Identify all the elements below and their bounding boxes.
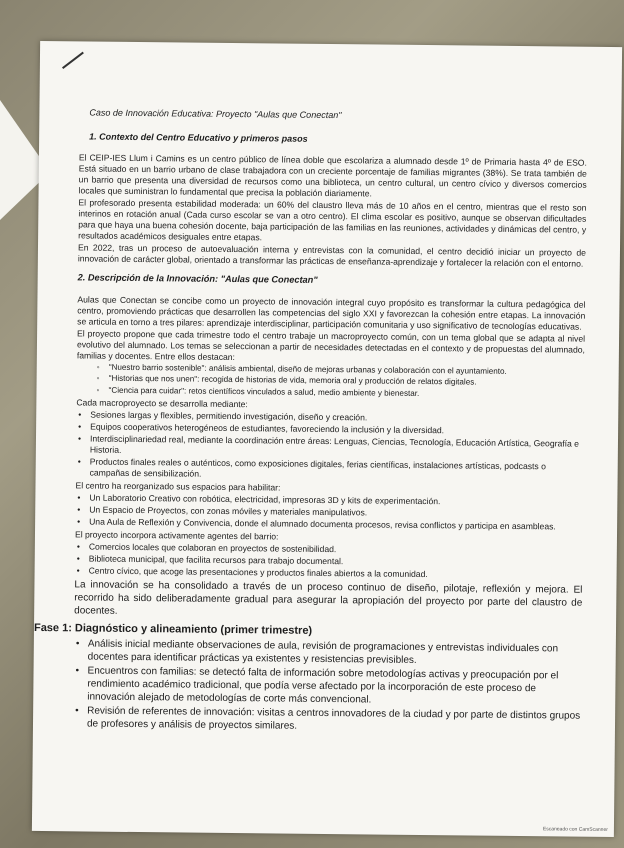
list-item: • Comercios locales que colaboran en proyectos de sostenibilidad. <box>75 541 583 557</box>
section2-heading: 2. Descripción de la Innovación: "Aulas que Conectan" <box>77 272 318 285</box>
spaces-list <box>75 492 583 532</box>
section2-paragraph: Cada macroproyecto se desarrolla mediante: <box>76 397 248 410</box>
list-item: • Una Aula de Reflexión y Convivencia, donde el alumnado documenta procesos, revisa conflictos y participa en asambleas. <box>75 516 583 532</box>
list-item: • Centro cívico, que acoge las presentaciones y productos finales abiertos a la comunidad. <box>75 565 583 581</box>
section1-paragraph: En 2022, tras un proceso de autoevaluación interna y entrevistas con la comunidad, el centro decidió iniciar un proyecto de innovación de carácter global, orientado a transformar las prácticas de enseñanza-aprendizaje y fortalecer la relación con el entorno. <box>77 242 587 269</box>
list-item: • Un Laboratorio Creativo con robótica, electricidad, impresoras 3D y kits de experimentación. <box>75 492 583 508</box>
list-item: • Interdisciplinariedad real, mediante la coordinación entre áreas: Lenguas, Ciencias, Tecnología, Educación Artística, Geografía e Historia. <box>76 433 584 460</box>
section2-paragraph: La innovación se ha consolidado a través de un proceso continuo de diseño, pilotaje, reflexión y mejora. El recorrido ha sido deliberadamente gradual para asegurar la apropiación del proyecto por parte del claustro de docentes. <box>74 579 583 617</box>
list-item: • Biblioteca municipal, que facilita recursos para trabajo documental. <box>75 553 583 569</box>
list-item: • Equipos cooperativos heterogéneos de estudiantes, favoreciendo la inclusión y la diversidad. <box>76 421 584 437</box>
section1-heading: 1. Contexto del Centro Educativo y primeros pasos <box>89 131 308 144</box>
section2-paragraph: Aulas que Conectan se concibe como un proyecto de innovación integral cuyo propósito es transformar la cultura pedagógica del centro, promoviendo prácticas que desarrollen las competencias del siglo XXI y favorezcan la cohesión entre etapas. La innovación se articula en torno a tres pilares: aprendizaje interdisciplinar, participación comunitaria y uso significativo de tecnologías educativas. <box>77 294 586 332</box>
list-item: • Análisis inicial mediante observaciones de aula, revisión de programaciones y entrevistas individuales con docentes para identificar prácticas ya existentes y resistencias previsibles. <box>74 637 582 668</box>
document-content <box>33 107 588 737</box>
document-page <box>32 41 622 837</box>
scanner-watermark: Escaneado con CamScanner <box>542 826 608 833</box>
list-item: • Encuentros con familias: se detectó falta de información sobre metodologías activas y preocupación por el rendimiento académico tradicional, que podía verse afectado por la incorporación de este proceso de innovación alejado de metodologías de corte más convencional. <box>73 664 581 708</box>
section2-paragraph: El proyecto incorpora activamente agentes del barrio: <box>74 529 279 542</box>
features-list <box>76 409 585 483</box>
pen-mark <box>62 52 84 69</box>
agents-list <box>75 541 583 581</box>
list-item: ◦ "Nuestro barrio sostenible": análisis ambiental, diseño de mejoras urbanas y colaboración con el ayuntamiento. <box>95 362 585 377</box>
section1-paragraph: El CEIP-IES Llum i Camins es un centro público de línea doble que escolariza a alumnado desde 1º de Primaria hasta 4º de ESO. Está situado en un barrio urbano de clase trabajadora con un creciente porcentaje de familias migrantes (38%). Se trata también de un barrio que presenta una diversidad de recursos como una biblioteca, un centro cultural, un centro cívico y diversos comercios locales que suministran lo fundamental que precisa la población diariamente. <box>78 152 587 199</box>
list-item: • Revisión de referentes de innovación: visitas a centros innovadores de la ciudad y por parte de distintos grupos de profesores y análisis de proyectos similares. <box>73 704 581 735</box>
list-item: • Productos finales reales o auténticos, como exposiciones digitales, ferias científicas, instalaciones artísticas, podcasts o campañas de sensibilización. <box>76 456 584 483</box>
list-item: • Sesiones largas y flexibles, permitiendo investigación, diseño y creación. <box>76 409 584 425</box>
section2-paragraph: El proyecto propone que cada trimestre todo el centro trabaje un macroproyecto común, con un tema global que se adapta al nivel evolutivo del alumnado. Los temas se seleccionan a partir de necesidades detectadas en el contexto y de propuestas del alumnado, familias y docentes. Entre ellos destacan: <box>76 328 586 362</box>
document-title: Caso de Innovación Educativa: Proyecto "Aulas que Conectan" <box>89 107 342 121</box>
phase1-heading: Fase 1: Diagnóstico y alineamiento (primer trimestre) <box>33 621 313 637</box>
section1-paragraph: El profesorado presenta estabilidad moderada: un 60% del claustro lleva más de 10 años en el centro, mientras que el resto son interinos en rotación anual (Cada curso escolar se van a otro centro). El clima escolar es positivo, aunque se observan dificultades para que haya una buena cohesión docente, baja participación de las familias en las reuniones, actividades y dinámicas del centro, y resultados académicos desiguales entre etapas. <box>78 197 587 243</box>
list-item: ◦ "Ciencia para cuidar": retos científicos vinculados a salud, medio ambiente y bienestar. <box>94 385 584 400</box>
section2-paragraph: El centro ha reorganizado sus espacios para habilitar: <box>75 480 281 493</box>
list-item: ◦ "Historias que nos unen": recogida de historias de vida, memoria oral y producción de relatos digitales. <box>95 374 585 389</box>
themes-list <box>94 362 584 400</box>
list-item: • Un Espacio de Proyectos, con zonas móviles y materiales manipulativos. <box>75 504 583 520</box>
phase1-list <box>73 637 582 735</box>
